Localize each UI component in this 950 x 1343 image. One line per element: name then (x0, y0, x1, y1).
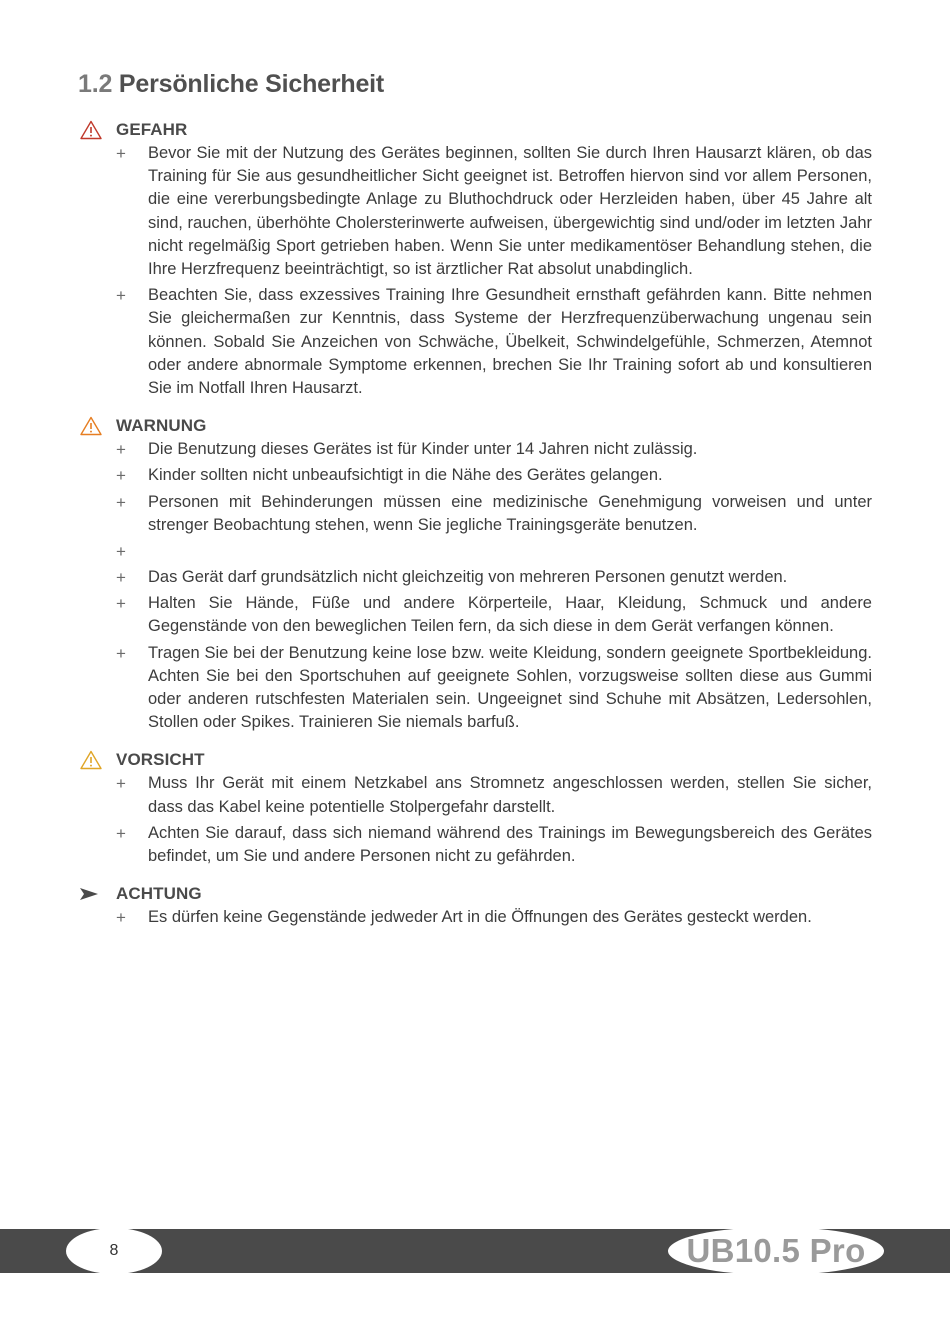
plus-bullet-icon: + (116, 286, 126, 306)
section-achtung (78, 882, 872, 929)
item-text: Es dürfen keine Gegenstände jedweder Art in die Öffnungen des Gerätes gesteckt werden. (148, 908, 812, 927)
item-text: Das Gerät darf grundsätzlich nicht gleichzeitig von mehreren Personen genutzt werden. (148, 568, 788, 587)
item-list (78, 772, 872, 868)
warning-triangle-red-icon (80, 119, 106, 141)
list-item (78, 642, 872, 735)
plus-bullet-icon: + (116, 908, 126, 928)
item-text: Die Benutzung dieses Gerätes ist für Kinder unter 14 Jahren nicht zulässig. (148, 440, 698, 459)
model-name: UB10.5 Pro (668, 1227, 884, 1275)
section-number: 1.2 (78, 70, 113, 98)
section-label: VORSICHT (116, 750, 205, 770)
list-item (78, 284, 872, 400)
safety-content (78, 118, 872, 943)
plus-bullet-icon: + (116, 643, 126, 663)
list-item (78, 592, 872, 638)
list-item (78, 906, 872, 929)
section-heading (78, 882, 872, 906)
list-item (78, 772, 872, 818)
list-item (78, 142, 872, 281)
plus-bullet-icon: + (116, 568, 126, 588)
item-text: Tragen Sie bei der Benutzung keine lose bzw. weite Kleidung, sondern geeignete Sportbekleidung. Achten Sie bei den Sportschuhen auf geeignete Sohlen, vorzugsweise sollten diese aus Gummi oder anderen rutschfesten Materialen sein. Ungeeignet sind Schuhe mit Absätzen, Ledersohlen, Stollen oder Spikes. Trainieren Sie niemals barfuß. (148, 643, 872, 732)
item-text: Kinder sollten nicht unbeaufsichtigt in die Nähe des Gerätes gelangen. (148, 466, 663, 485)
warning-triangle-yellow-icon (80, 749, 106, 771)
list-item (78, 464, 872, 487)
plus-bullet-icon: + (116, 492, 126, 512)
item-list (78, 142, 872, 400)
warning-triangle-orange-icon (80, 415, 106, 437)
section-warnung (78, 414, 872, 734)
section-title: Persönliche Sicherheit (118, 70, 385, 98)
item-text: Halten Sie Hände, Füße und andere Körperteile, Haar, Kleidung, Schmuck und andere Gegenstände von den beweglichen Teilen fern, da sich diese in dem Gerät verfangen können. (148, 594, 872, 636)
item-text: Beachten Sie, dass exzessives Training Ihre Gesundheit ernsthaft gefährden kann. Bitte nehmen Sie gleichermaßen zur Kenntnis, dass Systeme der Herzfrequenzüberwachung ungenau sein können. Sobald Sie Anzeichen von Schwäche, Übelkeit, Schwindelgefühle, Schmerzen, Atemnot oder andere abnormale Symptome erkennen, brechen Sie Ihr Training sofort ab und konsultieren Sie im Notfall Ihren Hausarzt. (148, 286, 872, 398)
plus-bullet-icon: + (116, 594, 126, 614)
plus-bullet-icon: + (116, 466, 126, 486)
section-label: WARNUNG (116, 416, 207, 436)
item-text: Muss Ihr Gerät mit einem Netzkabel ans Stromnetz angeschlossen werden, stellen Sie sicher, dass das Kabel keine potentielle Stolpergefahr darstellt. (148, 774, 872, 816)
section-vorsicht (78, 748, 872, 868)
section-gefahr (78, 118, 872, 400)
list-item (78, 822, 872, 868)
section-label: ACHTUNG (116, 884, 202, 904)
section-heading (78, 748, 872, 772)
pointer-arrow-icon (80, 883, 106, 905)
item-list (78, 438, 872, 734)
item-text: Bevor Sie mit der Nutzung des Gerätes beginnen, sollten Sie durch Ihren Hausarzt klären, ob das Training für Sie aus gesundheitlicher Sicht geeignet ist. Betroffen hiervon sind vor allem Personen, die eine vererbungsbedingte Anlage zu Bluthochdruck oder Herzleiden haben, über 45 Jahre alt sind, rauchen, überhöhte Cholersterinwerte aufweisen, übergewichtig sind und/oder im letzten Jahr nicht regelmäßig Sport getrieben haben. Wenn Sie unter medikamentöser Behandlung stehen, die Ihre Herzfrequenz beeinträchtigt, so ist ärztlicher Rat absolut unabdinglich. (148, 144, 872, 279)
plus-bullet-icon: + (116, 542, 126, 562)
section-heading (78, 414, 872, 438)
item-text: Personen mit Behinderungen müssen eine medizinische Genehmigung vorweisen und unter strenger Beobachtung stehen, wenn Sie jegliche Trainingsgeräte benutzen. (148, 492, 872, 534)
section-label: GEFAHR (116, 120, 188, 139)
list-item (78, 491, 872, 537)
page-title (78, 70, 384, 99)
plus-bullet-icon: + (116, 823, 126, 843)
page-number: 8 (66, 1228, 162, 1274)
plus-bullet-icon: + (116, 144, 126, 163)
list-item (78, 438, 872, 461)
plus-bullet-icon: + (116, 440, 126, 460)
list-item (78, 540, 872, 563)
item-list (78, 906, 872, 929)
item-text: Achten Sie darauf, dass sich niemand während des Trainings im Bewegungsbereich des Gerätes befindet, um Sie und andere Personen nicht zu gefährden. (148, 823, 872, 866)
section-heading (78, 118, 872, 142)
list-item (78, 566, 872, 589)
plus-bullet-icon: + (116, 774, 126, 794)
